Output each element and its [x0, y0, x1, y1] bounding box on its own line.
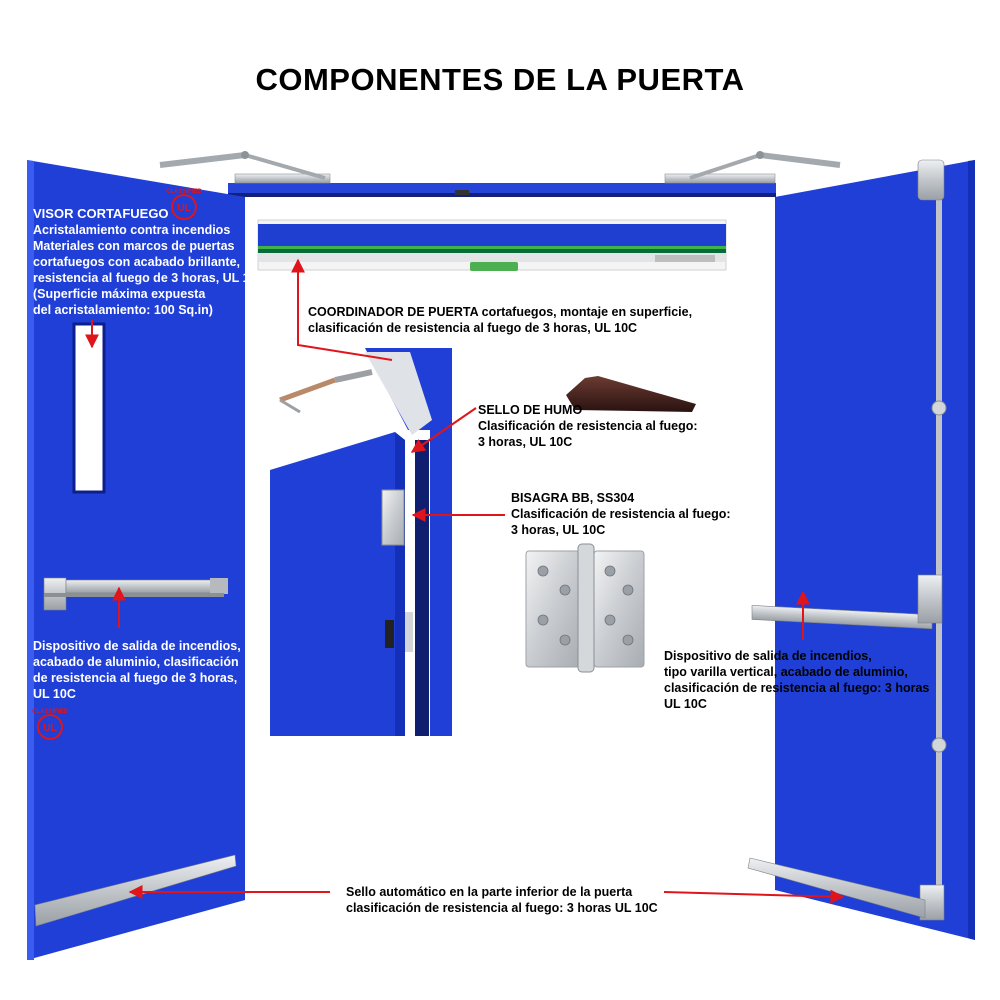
bb-hinge [526, 544, 644, 672]
svg-text:CLASSIFIED: CLASSIFIED [32, 709, 68, 715]
visor-heading: VISOR CORTAFUEGO [33, 206, 169, 221]
page-title: COMPONENTES DE LA PUERTA [255, 62, 745, 97]
salida-der-callout: Dispositivo de salida de incendios, tipo varilla vertical, acabado de aluminio, clasificación de resistencia al fuego: 3 horas UL 10C [664, 649, 930, 711]
door-frame-header [228, 183, 776, 197]
sello-humo-callout: SELLO DE HUMO Clasificación de resistencia al fuego: 3 horas, UL 10C [478, 403, 698, 449]
svg-text:UL: UL [43, 723, 57, 734]
left-door-closer [160, 151, 330, 183]
visor-callout: VISOR CORTAFUEGO Acristalamiento contra incendios Materiales con marcos de puertas cortafuegos con acabado brillante, resistencia al fuego de 3 horas, UL 10C (Superficie máxima expuesta del acristalamiento: 100 Sq.in) [33, 206, 266, 317]
sello-auto-callout: Sello automático en la parte inferior de la puerta clasificación de resistencia al fuego: 3 horas UL 10C [346, 885, 658, 915]
svg-text:UL: UL [177, 203, 191, 214]
coordinator-strip [258, 220, 726, 271]
right-door-closer [665, 151, 840, 183]
detail-inset [268, 348, 458, 736]
vision-panel [74, 324, 104, 492]
coordinador-callout: COORDINADOR DE PUERTA cortafuegos, montaje en superficie, clasificación de resistencia al fuego de 3 horas, UL 10C [308, 305, 693, 335]
svg-text:CLASSIFIED: CLASSIFIED [166, 189, 202, 195]
bisagra-callout: BISAGRA BB, SS304 Clasificación de resistencia al fuego: 3 horas, UL 10C [511, 491, 731, 537]
right-door-leaf [775, 160, 975, 940]
salida-izq-callout: Dispositivo de salida de incendios, acabado de aluminio, clasificación de resistencia al fuego de 3 horas, UL 10C [33, 639, 241, 701]
